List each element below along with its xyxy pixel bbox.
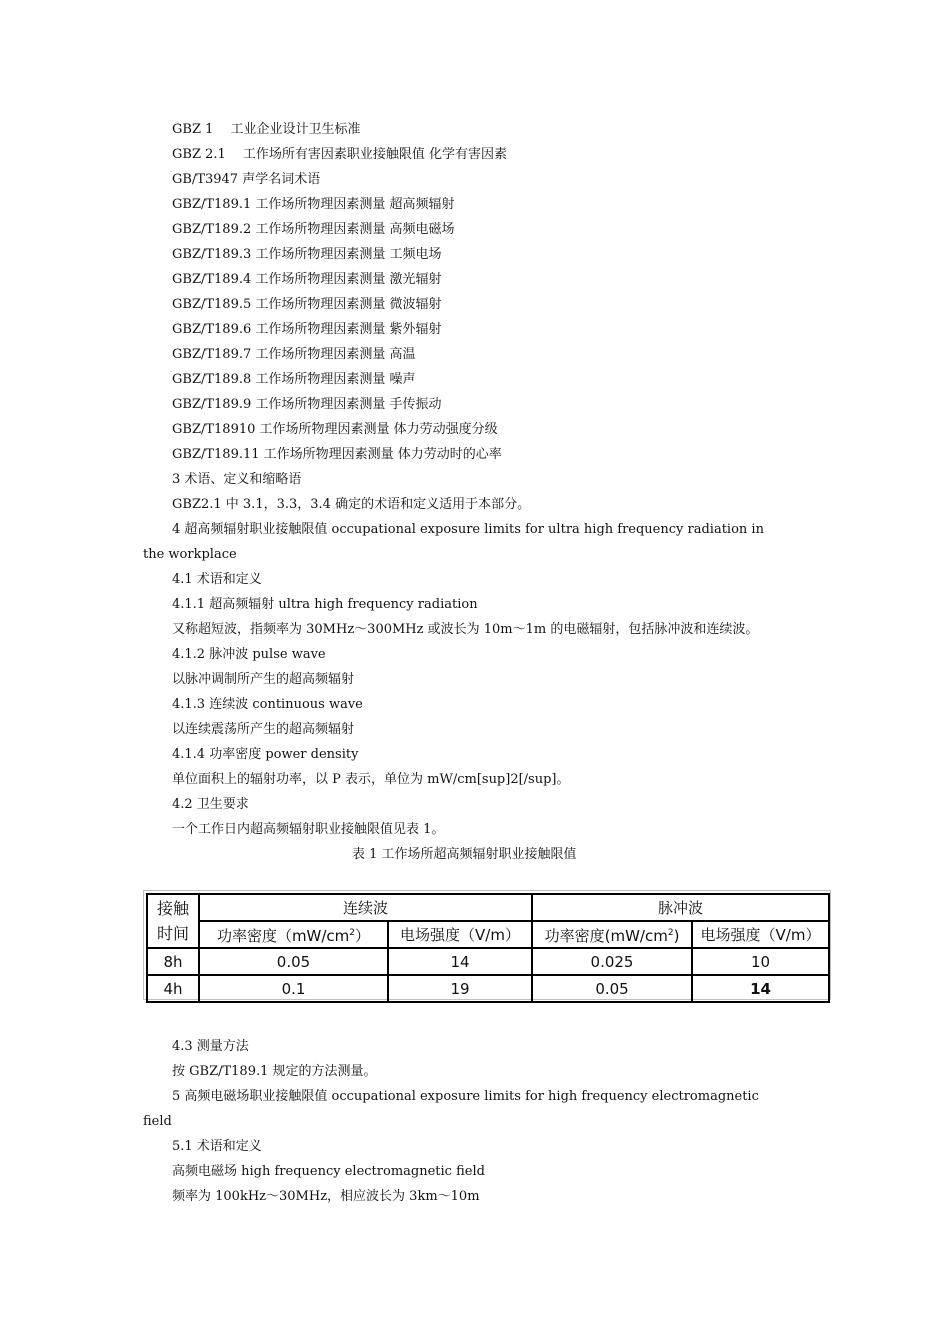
cw-power-sup: 2 [349,928,356,938]
ref-gbz-t189-1: GBZ/T189.1 工作场所物理因素测量 超高频辐射 [172,197,455,212]
cw-power-close: ） [355,927,371,945]
group-header-continuous: 连续波 [199,894,532,921]
group-header-pulse: 脉冲波 [532,894,829,921]
section-5-heading-cont: field [143,1114,172,1129]
section-4-2-heading: 4.2 卫生要求 [172,797,249,812]
term-4-1-3-def: 以连续震荡所产生的超高频辐射 [172,722,355,737]
ref-gbz-t189-5: GBZ/T189.5 工作场所物理因素测量 微波辐射 [172,297,442,312]
cell-pw-field: 10 [692,948,829,975]
pw-power-label: 功率密度(mW/cm [544,927,668,945]
ref-gbz-t189-11: GBZ/T189.11 工作场所物理因素测量 体力劳动时的心率 [172,447,502,462]
term-4-1-1-def: 又称超短波，指频率为 30MHz～300MHz 或波长为 10m～1m 的电磁辐射，包括脉冲波和连续波。 [172,622,759,637]
cell-pw-field: 14 [692,975,829,1002]
ref-gbz-t189-8: GBZ/T189.8 工作场所物理因素测量 噪声 [172,372,416,387]
section-3-heading: 3 术语、定义和缩略语 [172,472,302,487]
cell-cw-power: 0.1 [199,975,388,1002]
cell-time: 4h [147,975,199,1002]
col-header-pw-power [532,921,692,948]
table-row [147,948,829,975]
section-3-body: GBZ2.1 中 3.1，3.3，3.4 确定的术语和定义适用于本部分。 [172,497,531,512]
section-4-3-heading: 4.3 测量方法 [172,1039,249,1054]
cell-time: 8h [147,948,199,975]
table-row [147,975,829,1002]
table-header-row-2 [147,921,829,948]
ref-gbz-t18910: GBZ/T18910 工作场所物理因素测量 体力劳动强度分级 [172,422,498,437]
term-4-1-2-def: 以脉冲调制所产生的超高频辐射 [172,672,355,687]
cell-cw-field: 19 [388,975,532,1002]
cw-power-label: 功率密度（mW/cm [216,927,350,945]
ref-gbt3947: GB/T3947 声学名词术语 [172,172,321,187]
section-4-1-heading: 4.1 术语和定义 [172,572,262,587]
pw-power-sup: 2 [667,928,674,938]
cell-cw-power: 0.05 [199,948,388,975]
cell-pw-power: 0.025 [532,948,692,975]
exposure-limits-table [146,893,830,1003]
table-header-row-1 [147,894,829,921]
ref-gbz-t189-7: GBZ/T189.7 工作场所物理因素测量 高温 [172,347,416,362]
ref-gbz-t189-9: GBZ/T189.9 工作场所物理因素测量 手传振动 [172,397,442,412]
corner-header-top: 接触 [156,899,189,918]
cell-pw-power: 0.05 [532,975,692,1002]
exposure-limits-table-frame [143,890,831,1000]
term-4-1-2: 4.1.2 脉冲波 pulse wave [172,647,326,662]
col-header-cw-field: 电场强度（V/m） [388,921,532,948]
term-4-1-4-def: 单位面积上的辐射功率，以 P 表示，单位为 mW/cm[sup]2[/sup]。 [172,772,570,787]
table-caption: 表 1 工作场所超高频辐射职业接触限值 [352,847,577,862]
corner-header-bottom: 时间 [156,924,189,943]
col-header-cw-power [199,921,388,948]
pw-power-close: ) [673,927,680,945]
ref-gbz-t189-6: GBZ/T189.6 工作场所物理因素测量 紫外辐射 [172,322,442,337]
ref-gbz-t189-3: GBZ/T189.3 工作场所物理因素测量 工频电场 [172,247,442,262]
ref-gbz1: GBZ 1 工业企业设计卫生标准 [172,122,361,137]
cell-cw-field: 14 [388,948,532,975]
section-4-heading: 4 超高频辐射职业接触限值 occupational exposure limits for ultra high frequency radiation in [172,522,764,537]
section-4-heading-cont: the workplace [143,547,237,562]
section-5-1-heading: 5.1 术语和定义 [172,1139,262,1154]
ref-gbz2-1: GBZ 2.1 工作场所有害因素职业接触限值 化学有害因素 [172,147,508,162]
section-4-2-body: 一个工作日内超高频辐射职业接触限值见表 1。 [172,822,445,837]
corner-header [147,894,199,948]
term-4-1-4: 4.1.4 功率密度 power density [172,747,359,762]
ref-gbz-t189-4: GBZ/T189.4 工作场所物理因素测量 激光辐射 [172,272,442,287]
term-5-1: 高频电磁场 high frequency electromagnetic field [172,1164,485,1179]
term-5-1-def: 频率为 100kHz～30MHz，相应波长为 3km～10m [172,1189,480,1204]
term-4-1-3: 4.1.3 连续波 continuous wave [172,697,363,712]
ref-gbz-t189-2: GBZ/T189.2 工作场所物理因素测量 高频电磁场 [172,222,455,237]
section-4-3-body: 按 GBZ/T189.1 规定的方法测量。 [172,1064,377,1079]
section-5-heading: 5 高频电磁场职业接触限值 occupational exposure limits for high frequency electromagnetic [172,1089,759,1104]
term-4-1-1: 4.1.1 超高频辐射 ultra high frequency radiation [172,597,478,612]
col-header-pw-field: 电场强度（V/m） [692,921,829,948]
